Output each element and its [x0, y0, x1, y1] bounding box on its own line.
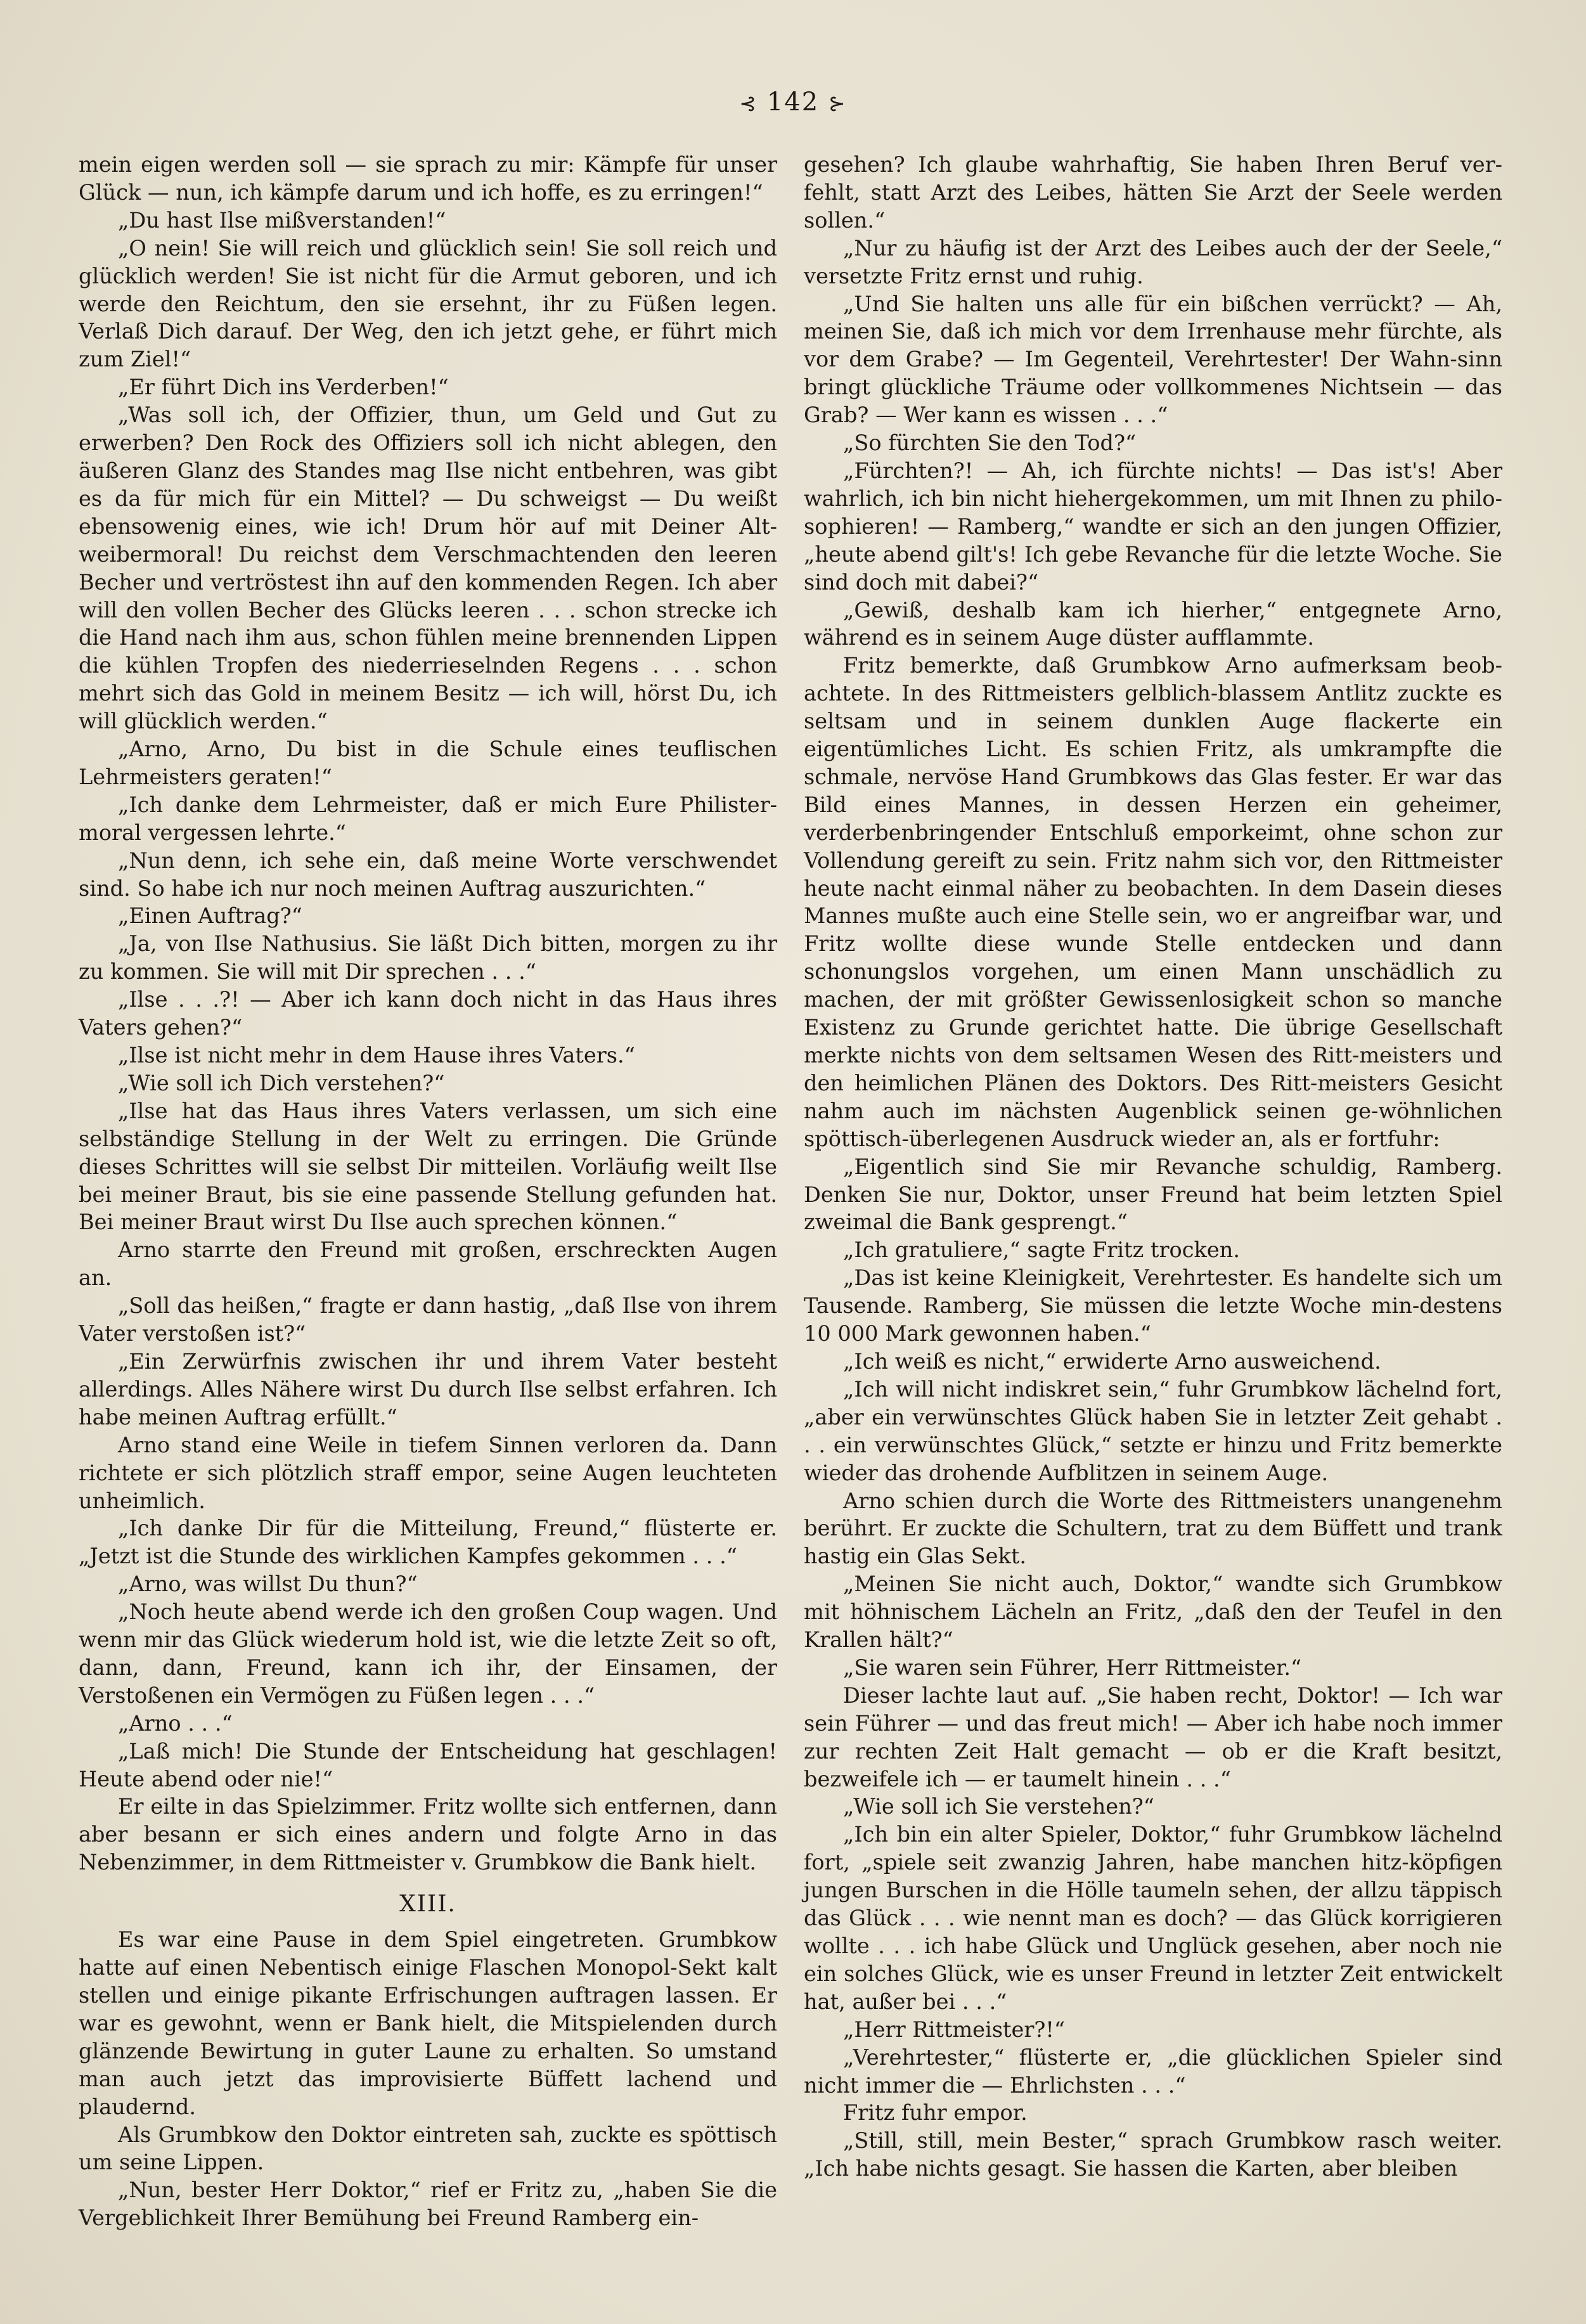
left-column-text-before [79, 151, 777, 1876]
paragraph: „Verehrtester,“ flüsterte er, „die glücklichen Spieler sind nicht immer die — Ehrlichsten . . .“ [804, 2044, 1502, 2098]
paragraph: „Arno, was willst Du thun?“ [118, 1572, 418, 1597]
right-column-text [804, 151, 1502, 2183]
paragraph: „Arno . . .“ [118, 1710, 233, 1736]
paragraph: „Ilse . . .?! — Aber ich kann doch nicht in das Haus ihres Vaters gehen?“ [79, 987, 777, 1040]
left-column [79, 151, 777, 2232]
chapter-heading: XIII. [399, 1891, 456, 1918]
paragraph: „Soll das heißen,“ fragte er dann hastig, „daß Ilse von ihrem Vater verstoßen ist?“ [79, 1293, 777, 1346]
paragraph: Fritz bemerkte, daß Grumbkow Arno aufmerksam beob-achtete. In des Rittmeisters gelblich-blassem Antlitz zuckte es seltsam und in seinem dunklen Auge flackerte ein eigentümliches Licht. Es schien Fritz, als umkrampfte die schmale, nervöse Hand Grumbkows das Glas fester. Er war das Bild eines Mannes, in dessen Herzen ein geheimer, verderbenbringender Entschluß emporkeimt, ohne schon zur Vollendung gereift zu sein. Fritz nahm sich vor, den Rittmeister heute nacht einmal näher zu beobachten. In dem Dasein dieses Mannes mußte auch eine Stelle sein, wo er angreifbar war, und Fritz wollte diese wunde Stelle entdecken und dann schonungslos vorgehen, um einen Mann unschädlich zu machen, der mit größter Gewissenlosigkeit schon so manche Existenz zu Grunde gerichtet hatte. Die übrige Gesellschaft merkte nichts von dem seltsamen Wesen des Ritt-meisters und den heimlichen Plänen des Doktors. Des Ritt-meisters Gesicht nahm auch im nächsten Augenblick seinen ge-wöhnlichen spöttisch-überlegenen Ausdruck wieder an, als er fortfuhr: [804, 653, 1502, 1151]
paragraph: „Nun, bester Herr Doktor,“ rief er Fritz zu, „haben Sie die Vergeblichkeit Ihrer Bemühung bei Freund Ramberg ein- [79, 2178, 777, 2231]
paragraph: Es war eine Pause in dem Spiel eingetreten. Grumbkow hatte auf einen Nebentisch einige Flaschen Monopol-Sekt kalt stellen und einige pikante Erfrischungen auftragen lassen. Er war es gewohnt, wenn er Bank hielt, die Mitspielenden durch glänzende Bewirtung in guter Laune zu erhalten. So umstand man auch jetzt das improvisierte Büffett lachend und plaudernd. [79, 1927, 777, 2119]
paragraph: Als Grumbkow den Doktor eintreten sah, zuckte es spöttisch um seine Lippen. [79, 2122, 777, 2175]
paragraph: „Nur zu häufig ist der Arzt des Leibes auch der der Seele,“ versetzte Fritz ernst und ruhig. [804, 235, 1502, 288]
paragraph: Arno stand eine Weile in tiefem Sinnen verloren da. Dann richtete er sich plötzlich straff empor, seine Augen leuchteten unheimlich. [79, 1432, 777, 1513]
ornament-left-icon: ⊰ [739, 91, 758, 115]
paragraph: „O nein! Sie will reich und glücklich sein! Sie soll reich und glücklich werden! Sie ist nicht für die Armut geboren, und ich werde den Reichtum, den sie ersehnt, ihr zu Füßen legen. Verlaß Dich darauf. Der Weg, den ich jetzt gehe, er führt mich zum Ziel!“ [79, 235, 777, 372]
paragraph: „Ich bin ein alter Spieler, Doktor,“ fuhr Grumbkow lächelnd fort, „spiele seit zwanzig Jahren, habe manchen hitz-köpfigen jungen Burschen in die Hölle taumeln sehen, der allzu täppisch das Glück . . . wie nennt man es doch? — das Glück korrigieren wollte . . . ich habe Glück und Unglück gesehen, aber noch nie ein solches Glück, wie es unser Freund in letzter Zeit entwickelt hat, außer bei . . .“ [804, 1822, 1502, 2014]
paragraph: „Still, still, mein Bester,“ sprach Grumbkow rasch weiter. „Ich habe nichts gesagt. Sie hassen die Karten, aber bleiben [804, 2128, 1502, 2181]
page-number: 142 [766, 87, 820, 117]
paragraph: Er eilte in das Spielzimmer. Fritz wollte sich entfernen, dann aber besann er sich eines andern und folgte Arno in das Nebenzimmer, in dem Rittmeister v. Grumbkow die Bank hielt. [79, 1794, 777, 1875]
paragraph: „Ilse ist nicht mehr in dem Hause ihres Vaters.“ [118, 1043, 635, 1068]
paragraph: „Ilse hat das Haus ihres Vaters verlassen, um sich eine selbständige Stellung in der Welt zu erringen. Die Gründe dieses Schrittes will sie selbst Dir mitteilen. Vorläufig weilt Ilse bei meiner Braut, bis sie eine passende Stellung gefunden hat. Bei meiner Braut wirst Du Ilse auch sprechen können.“ [79, 1098, 777, 1235]
paragraph: „Ich gratuliere,“ sagte Fritz trocken. [843, 1237, 1241, 1263]
paragraph: „Eigentlich sind Sie mir Revanche schuldig, Ramberg. Denken Sie nur, Doktor, unser Freund hat beim letzten Spiel zweimal die Bank gesprengt.“ [804, 1154, 1502, 1235]
paragraph: „Ich weiß es nicht,“ erwiderte Arno ausweichend. [843, 1348, 1381, 1374]
paragraph: „Ich will nicht indiskret sein,“ fuhr Grumbkow lächelnd fort, „aber ein verwünschtes Glück haben Sie in letzter Zeit gehabt . . . ein verwünschtes Glück,“ setzte er hinzu und Fritz bemerkte wieder das drohende Aufblitzen in seinem Auge. [804, 1376, 1502, 1485]
paragraph: Arno starrte den Freund mit großen, erschreckten Augen an. [79, 1237, 777, 1291]
paragraph: „Ein Zerwürfnis zwischen ihr und ihrem Vater besteht allerdings. Alles Nähere wirst Du durch Ilse selbst erfahren. Ich habe meinen Auftrag erfüllt.“ [79, 1348, 777, 1430]
ornament-right-icon: ⊱ [828, 91, 847, 115]
paragraph: „Wie soll ich Sie verstehen?“ [843, 1794, 1154, 1819]
paragraph: Fritz fuhr empor. [843, 2100, 1028, 2126]
paragraph: „Was soll ich, der Offizier, thun, um Geld und Gut zu erwerben? Den Rock des Offiziers soll ich nicht ablegen, den äußeren Glanz des Standes mag Ilse nicht entbehren, was gibt es da für mich für ein Mittel? — Du schweigst — Du weißt ebensowenig eines, wie ich! Drum hör auf mit Deiner Alt-weibermoral! Du reichst dem Verschmachtenden den leeren Becher und vertröstest ihn auf den kommenden Regen. Ich aber will den vollen Becher des Glücks leeren . . . schon strecke ich die Hand nach ihm aus, schon fühlen meine brennenden Lippen die kühlen Tropfen des niederrieselnden Regens . . . schon mehrt sich das Gold in meinem Besitz — ich will, hörst Du, ich will glücklich werden.“ [79, 403, 777, 734]
right-column [804, 151, 1502, 2183]
paragraph: „Ja, von Ilse Nathusius. Sie läßt Dich bitten, morgen zu ihr zu kommen. Sie will mit Dir sprechen . . .“ [79, 931, 777, 984]
paragraph: „Das ist keine Kleinigkeit, Verehrtester. Es handelte sich um Tausende. Ramberg, Sie müssen die letzte Woche min-destens 10 000 Mark gewonnen haben.“ [804, 1265, 1502, 1346]
paragraph: „Du hast Ilse mißverstanden!“ [118, 207, 446, 233]
paragraph: Dieser lachte laut auf. „Sie haben recht, Doktor! — Ich war sein Führer — und das freut mich! — Aber ich habe noch immer zur rechten Zeit Halt gemacht — ob er die Kraft besitzt, bezweifele ich — er taumelt hinein . . .“ [804, 1682, 1502, 1791]
paragraph: „Arno, Arno, Du bist in die Schule eines teuflischen Lehrmeisters geraten!“ [79, 737, 777, 789]
paragraph: „Meinen Sie nicht auch, Doktor,“ wandte sich Grumbkow mit höhnischem Lächeln an Fritz, „daß den der Teufel in den Krallen hält?“ [804, 1572, 1502, 1653]
paragraph: Arno schien durch die Worte des Rittmeisters unangenehm berührt. Er zuckte die Schultern, trat zu dem Büffett und trank hastig ein Glas Sekt. [804, 1488, 1502, 1569]
paragraph: „Gewiß, deshalb kam ich hierher,“ entgegnete Arno, während es in seinem Auge düster aufflammte. [804, 597, 1502, 650]
paragraph: „Fürchten?! — Ah, ich fürchte nichts! — Das ist's! Aber wahrlich, ich bin nicht hiehergekommen, um mit Ihnen zu philo-sophieren! — Ramberg,“ wandte er sich an den jungen Offizier, „heute abend gilt's! Ich gebe Revanche für die letzte Woche. Sie sind doch mit dabei?“ [804, 458, 1502, 595]
paragraph: „Laß mich! Die Stunde der Entscheidung hat geschlagen! Heute abend oder nie!“ [79, 1738, 777, 1791]
paragraph: „Ich danke Dir für die Mitteilung, Freund,“ flüsterte er. „Jetzt ist die Stunde des wirklichen Kampfes gekommen . . .“ [79, 1516, 777, 1569]
paragraph: „Einen Auftrag?“ [118, 903, 302, 929]
paragraph: „So fürchten Sie den Tod?“ [843, 430, 1137, 456]
paragraph: „Er führt Dich ins Verderben!“ [118, 375, 449, 400]
page-header [0, 87, 1586, 117]
paragraph: „Und Sie halten uns alle für ein bißchen verrückt? — Ah, meinen Sie, daß ich mich vor dem Irrenhause mehr fürchte, als vor dem Grabe? — Im Gegenteil, Verehrtester! Der Wahn-sinn bringt glückliche Träume oder vollkommenes Nichtsein — das Grab? — Wer kann es wissen . . .“ [804, 291, 1502, 428]
paragraph: mein eigen werden soll — sie sprach zu mir: Kämpfe für unser Glück — nun, ich kämpfe darum und ich hoffe, es zu erringen!“ [79, 152, 777, 205]
paragraph: „Noch heute abend werde ich den großen Coup wagen. Und wenn mir das Glück wiederum hold ist, wie die letzte Zeit so oft, dann, dann, Freund, kann ich ihr, der Einsamen, der Verstoßenen ein Vermögen zu Füßen legen . . .“ [79, 1599, 777, 1708]
paragraph: „Nun denn, ich sehe ein, daß meine Worte verschwendet sind. So habe ich nur noch meinen Auftrag auszurichten.“ [79, 848, 777, 901]
paragraph: „Wie soll ich Dich verstehen?“ [118, 1070, 445, 1095]
left-column-text-after [79, 1926, 777, 2232]
paragraph: „Herr Rittmeister?!“ [843, 2017, 1066, 2042]
paragraph: gesehen? Ich glaube wahrhaftig, Sie haben Ihren Beruf ver-fehlt, statt Arzt des Leibes, hätten Sie Arzt der Seele werden sollen.“ [804, 152, 1502, 233]
paragraph: „Sie waren sein Führer, Herr Rittmeister.“ [843, 1655, 1302, 1680]
paragraph: „Ich danke dem Lehrmeister, daß er mich Eure Philister-moral vergessen lehrte.“ [79, 792, 777, 845]
